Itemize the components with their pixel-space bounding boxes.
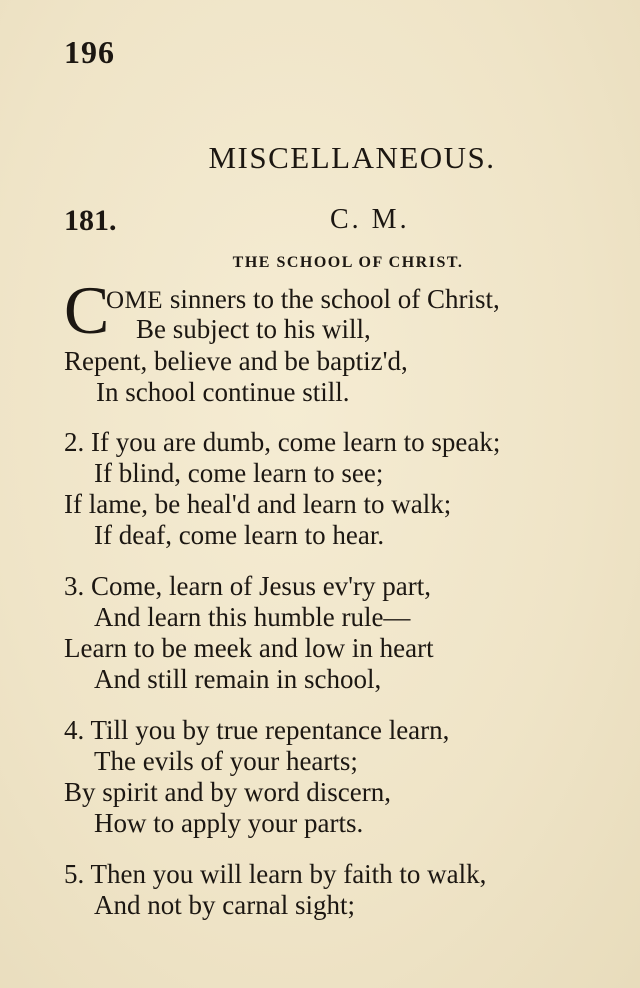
stanza-4-line-3: By spirit and by word discern, bbox=[64, 777, 391, 807]
stanza-4-line-2: The evils of your hearts; bbox=[94, 746, 358, 776]
stanza-2-line-1: 2. If you are dumb, come learn to speak; bbox=[64, 427, 501, 457]
first-word-rest: OME bbox=[106, 287, 164, 314]
stanza-3-line-4: And still remain in school, bbox=[94, 664, 382, 694]
page-number: 196 bbox=[64, 34, 115, 70]
hymn-meter: C. M. bbox=[330, 204, 410, 235]
stanza-2-line-2: If blind, come learn to see; bbox=[94, 458, 384, 488]
stanza-1-line-4: In school continue still. bbox=[96, 377, 350, 407]
stanza-3-line-2: And learn this humble rule— bbox=[94, 602, 411, 632]
stanza-5-line-2: And not by carnal sight; bbox=[94, 890, 355, 920]
stanza-2-line-4: If deaf, come learn to hear. bbox=[94, 520, 385, 550]
hymn-title: THE SCHOOL OF CHRIST. bbox=[232, 254, 464, 271]
stanza-3-line-3: Learn to be meek and low in heart bbox=[64, 633, 434, 663]
stanza-3-line-1: 3. Come, learn of Jesus ev'ry part, bbox=[64, 571, 432, 601]
section-title: MISCELLANEOUS. bbox=[208, 140, 496, 175]
stanza-4-line-1: 4. Till you by true repentance learn, bbox=[64, 715, 450, 745]
stanza-1-line-3: Repent, believe and be baptiz'd, bbox=[64, 346, 408, 376]
drop-cap: C bbox=[64, 272, 110, 348]
stanza-1-line-1 bbox=[106, 284, 500, 316]
hymn-number: 181. bbox=[64, 204, 117, 237]
stanza-1-line-2: Be subject to his will, bbox=[136, 314, 371, 344]
first-line-text: sinners to the school of Christ, bbox=[163, 284, 500, 314]
stanza-2-line-3: If lame, be heal'd and learn to walk; bbox=[64, 489, 452, 519]
stanza-5-line-1: 5. Then you will learn by faith to walk, bbox=[64, 859, 487, 889]
stanza-4-line-4: How to apply your parts. bbox=[94, 808, 364, 838]
